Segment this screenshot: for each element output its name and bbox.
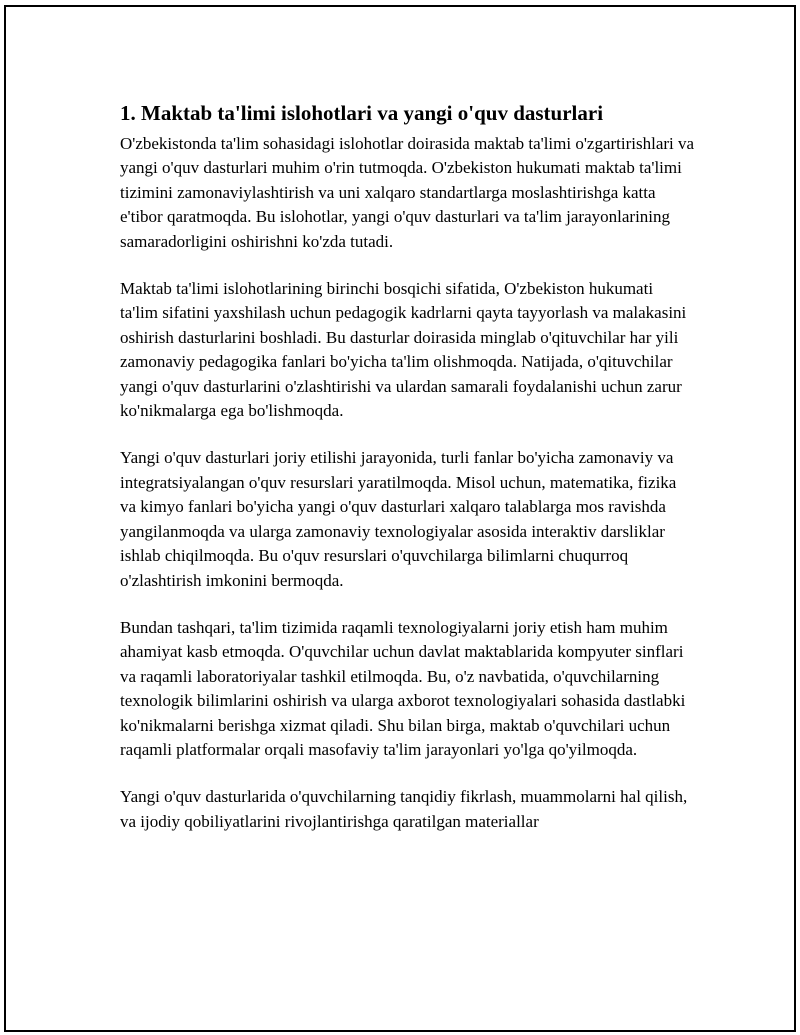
paragraph-4: Bundan tashqari, ta'lim tizimida raqamli texnologiyalarni joriy etish ham muhim ahamiyat kasb etmoqda. O'quvchilar uchun davlat maktablarida kompyuter sinflari va raqamli laboratoriyalar tashkil etilmoqda. Bu, o'z navbatida, o'quvchilarning texnologik bilimlarini oshirish va ularga axborot texnologiyalari sohasida dastlabki ko'nikmalarni berishga xizmat qiladi. Shu bilan birga, maktab o'quvchilari uchun raqamli platformalar orqali masofaviy ta'lim jarayonlari yo'lga qo'yilmoqda.: [120, 617, 686, 759]
paragraph-2: Maktab ta'limi islohotlarining birinchi bosqichi sifatida, O'zbekiston hukumati ta'lim sifatini yaxshilash uchun pedagogik kadrlarni qayta tayyorlash va malakasini oshirish dasturlarini boshladi. Bu dasturlar doirasida minglab o'qituvchilar har yili zamonaviy pedagogika fanlari bo'yicha ta'lim olishmoqda. Natijada, o'qituvchilar yangi o'quv dasturlarini o'zlashtirishi va ulardan samarali foydalanishi uchun zarur ko'nikmalarga ega bo'lishmoqda.: [120, 279, 687, 421]
paragraph-3: Yangi o'quv dasturlari joriy etilishi jarayonida, turli fanlar bo'yicha zamonaviy va integratsiyalangan o'quv resurslari yaratilmoqda. Misol uchun, matematika, fizika va kimyo fanlari bo'yicha yangi o'quv dasturlari xalqaro talablarga mos ravishda yangilanmoqda va ularga zamonaviy texnologiyalar asosida interaktiv darsliklar ishlab chiqilmoqda. Bu o'quv resurslari o'quvchilarga bilimlarni chuqurroq o'zlashtirish imkonini bermoqda.: [120, 448, 677, 590]
document-body: [120, 100, 695, 857]
section-heading: 1. Maktab ta'limi islohotlari va yangi o'quv dasturlari: [120, 101, 604, 125]
paragraph-5: Yangi o'quv dasturlarida o'quvchilarning tanqidiy fikrlash, muammolarni hal qilish, va ijodiy qobiliyatlarini rivojlantirishga qaratilgan materiallar: [120, 787, 688, 831]
page-frame: [4, 5, 796, 1032]
paragraph-1: O'zbekistonda ta'lim sohasidagi islohotlar doirasida maktab ta'limi o'zgartirishlari va yangi o'quv dasturlari muhim o'rin tutmoqda. O'zbekiston hukumati maktab ta'limi tizimini zamonaviylashtirish va uni xalqaro standartlarga moslashtirishga katta e'tibor qaratmoqda. Bu islohotlar, yangi o'quv dasturlari va ta'lim jarayonlarining samaradorligini oshirishni ko'zda tutadi.: [120, 134, 695, 251]
